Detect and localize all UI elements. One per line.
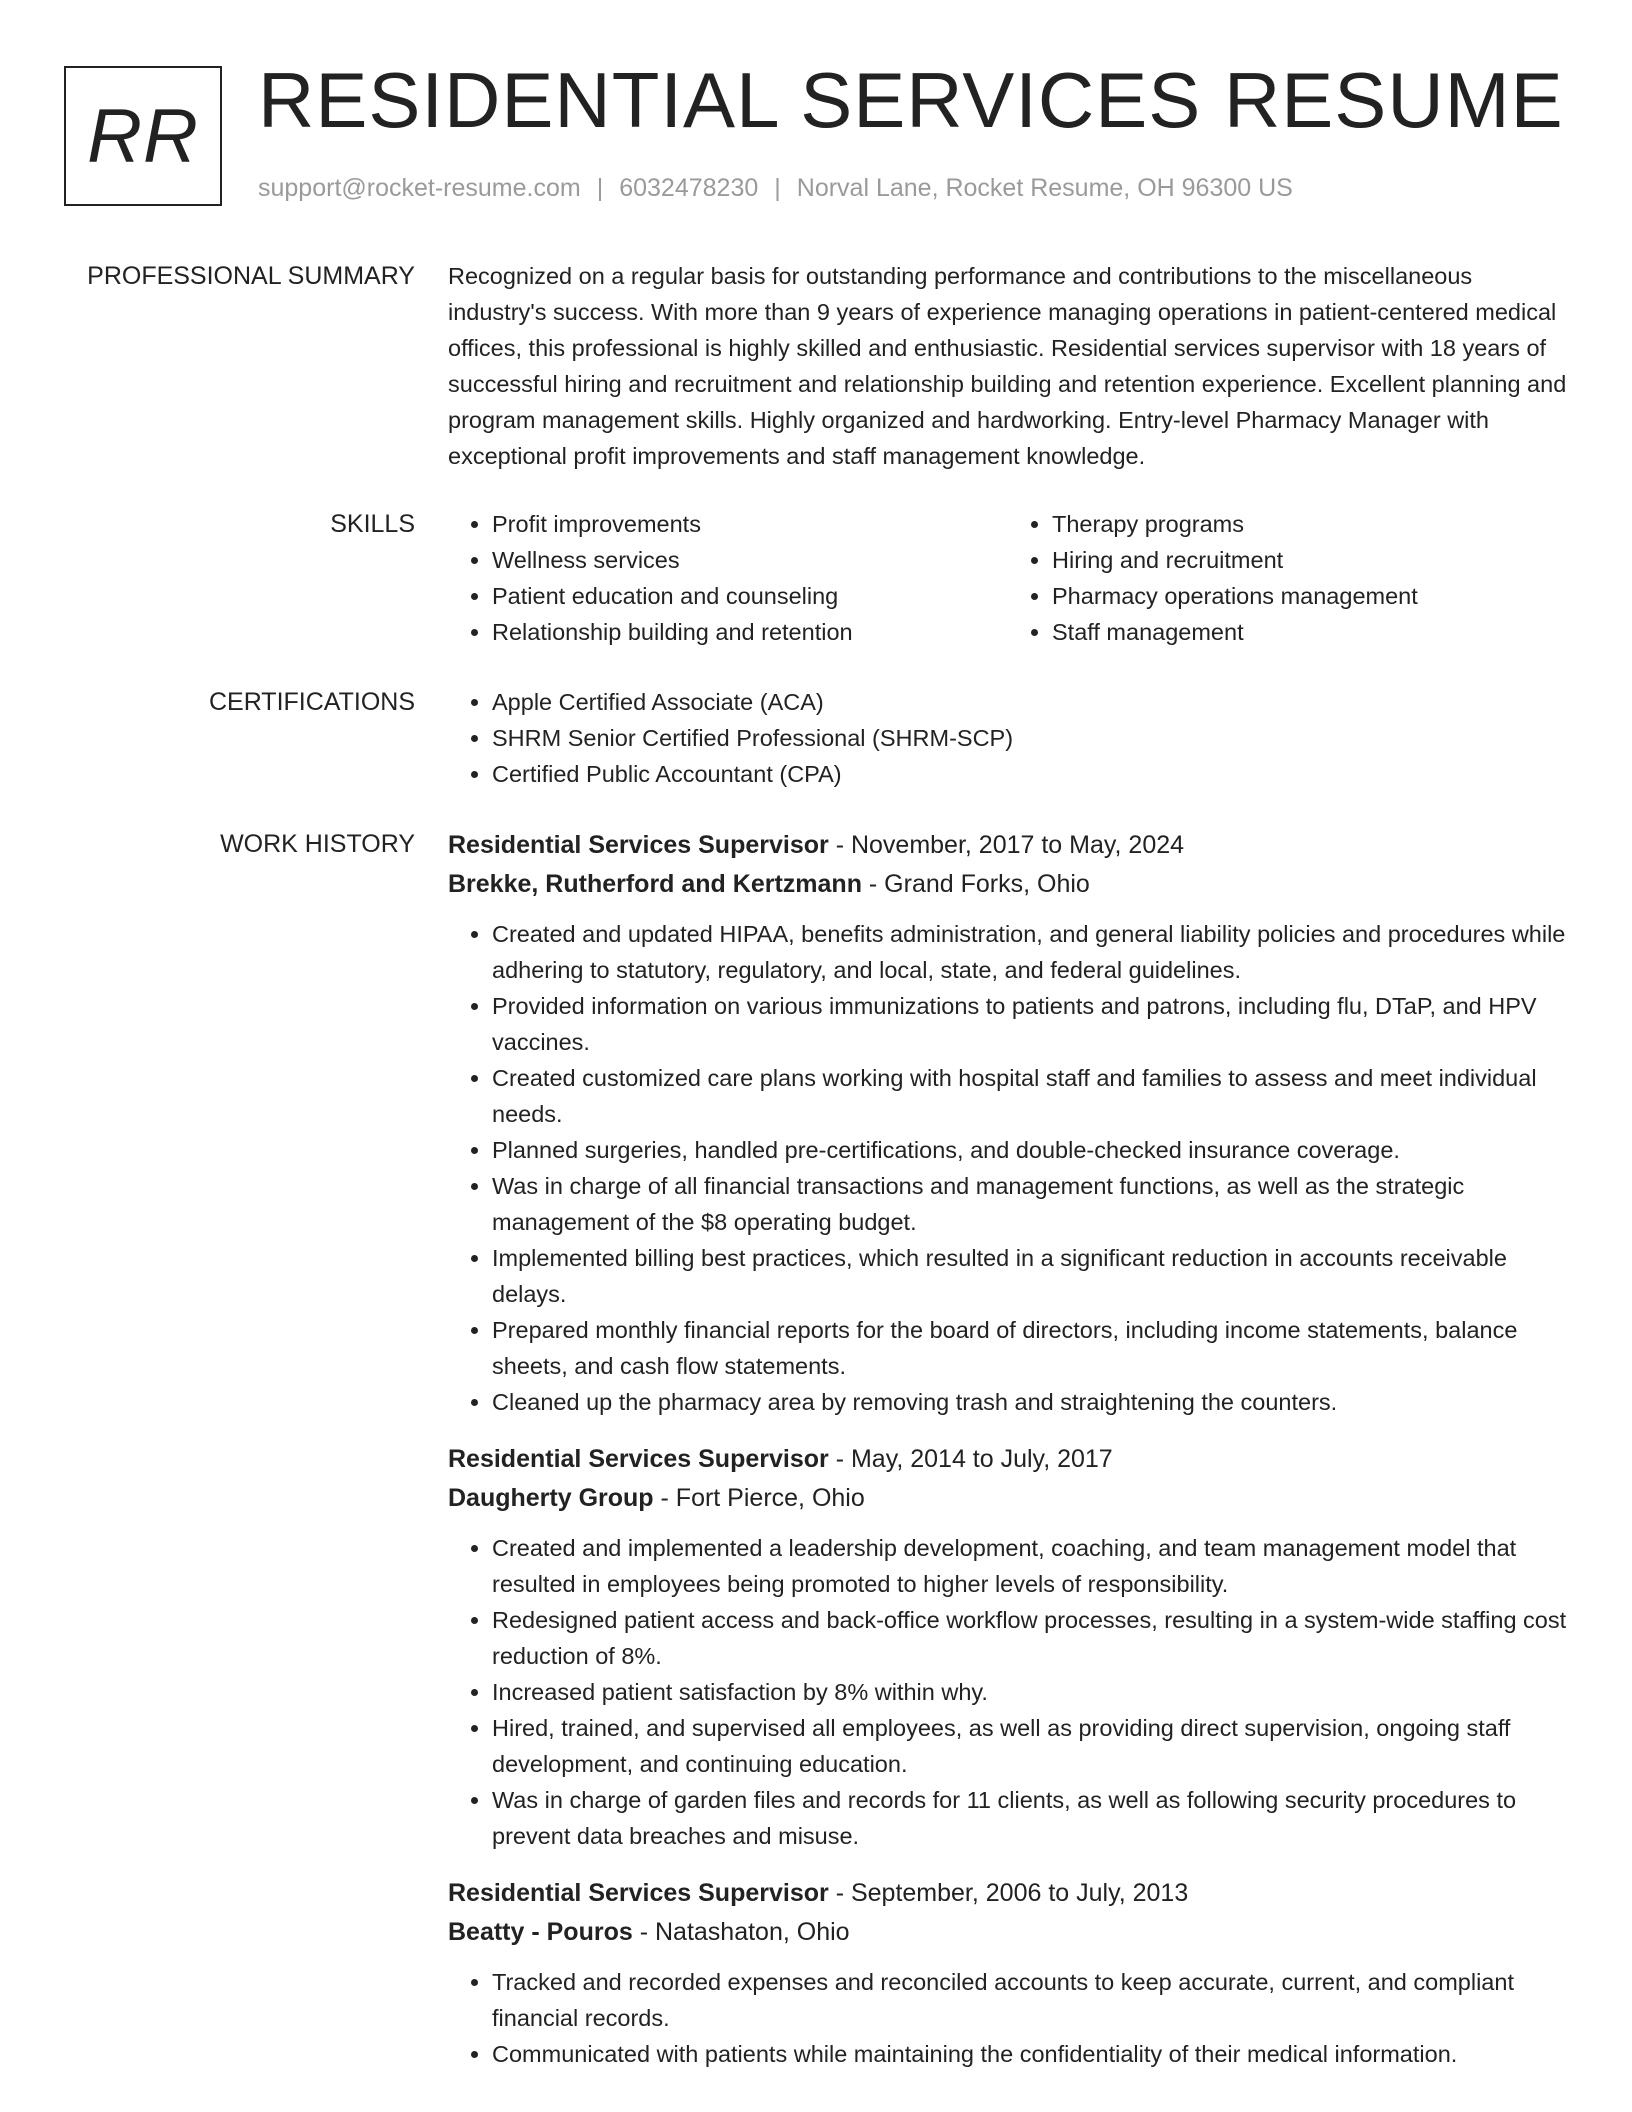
contact-separator: | [596, 174, 604, 202]
section-label-professional-summary: PROFESSIONAL SUMMARY [87, 262, 415, 290]
job-bullet: • Prepared monthly financial reports for the board of directors, including income statements, balance sheets, and cash flow statements. [492, 1312, 1568, 1384]
certification-item: • Certified Public Accountant (CPA) [492, 756, 1568, 792]
skills-body [448, 506, 1568, 650]
job-bullet: • Implemented billing best practices, which resulted in a significant reduction in accounts receivable delays. [492, 1240, 1568, 1312]
skills-list-left [448, 506, 1008, 650]
section-label-skills: SKILLS [330, 510, 415, 538]
job-bullet: • Created customized care plans working with hospital staff and families to assess and meet individual needs. [492, 1060, 1568, 1132]
job-company: Brekke, Rutherford and Kertzmann [448, 870, 862, 898]
resume-title: RESIDENTIAL SERVICES RESUME [258, 56, 1564, 144]
job-title: Residential Services Supervisor [448, 1445, 829, 1473]
job-bullets [448, 916, 1568, 1420]
certification-item: • SHRM Senior Certified Professional (SHRM-SCP) [492, 720, 1568, 756]
skill-item: • Patient education and counseling [492, 578, 1008, 614]
skill-item: • Therapy programs [1052, 506, 1568, 542]
job-bullets [448, 1530, 1568, 1854]
job-bullet: • Was in charge of garden files and records for 11 clients, as well as following security procedures to prevent data breaches and misuse. [492, 1782, 1568, 1854]
job-company-line [448, 1478, 1568, 1518]
job-bullet: • Increased patient satisfaction by 8% within why. [492, 1674, 1568, 1710]
job-bullet: • Was in charge of all financial transactions and management functions, as well as the strategic management of the $8 operating budget. [492, 1168, 1568, 1240]
skill-item: • Hiring and recruitment [1052, 542, 1568, 578]
job-title: Residential Services Supervisor [448, 1879, 829, 1907]
job-bullet: • Hired, trained, and supervised all employees, as well as providing direct supervision, ongoing staff development, and continuing education. [492, 1710, 1568, 1782]
job-bullet: • Communicated with patients while maintaining the confidentiality of their medical information. [492, 2036, 1568, 2072]
certifications-list [448, 684, 1568, 792]
contact-phone[interactable]: 6032478230 [619, 174, 759, 202]
contact-email[interactable]: support@rocket-resume.com [258, 174, 581, 202]
job-bullet: • Provided information on various immunizations to patients and patrons, including flu, DTaP, and HPV vaccines. [492, 988, 1568, 1060]
section-label-certifications: CERTIFICATIONS [208, 688, 415, 716]
contact-separator: | [774, 174, 781, 202]
work-history-body [448, 826, 1568, 2092]
job-dates: - September, 2006 to July, 2013 [828, 1879, 1189, 1907]
summary-text: Recognized on a regular basis for outstanding performance and contributions to the miscellaneous industry's success. With more than 9 years of experience managing operations in patient-centered medical offices, this professional is highly skilled and enthusiastic. Residential services supervisor with 18 years of successful hiring and recruitment and relationship building and retention experience. Excellent planning and program management skills. Highly organized and hardworking. Entry-level Pharmacy Manager with exceptional profit improvements and staff management knowledge. [448, 263, 1567, 469]
job-entry [448, 826, 1568, 1420]
skill-item: • Wellness services [492, 542, 1008, 578]
job-location: - Grand Forks, Ohio [861, 870, 1090, 898]
job-company-line [448, 1912, 1568, 1952]
skill-item: • Profit improvements [492, 506, 1008, 542]
job-bullet: • Planned surgeries, handled pre-certifications, and double-checked insurance coverage. [492, 1132, 1568, 1168]
job-entry [448, 1874, 1568, 2072]
section-label-work-history: WORK HISTORY [220, 830, 415, 858]
job-dates: - November, 2017 to May, 2024 [828, 831, 1185, 859]
job-title: Residential Services Supervisor [448, 831, 829, 859]
job-title-line [448, 826, 1568, 864]
job-company-line [448, 864, 1568, 904]
job-title-line [448, 1874, 1568, 1912]
job-bullet: • Created and implemented a leadership development, coaching, and team management model that resulted in employees being promoted to higher levels of responsibility. [492, 1530, 1568, 1602]
contact-address: Norval Lane, Rocket Resume, OH 96300 US [796, 174, 1293, 202]
certification-item: • Apple Certified Associate (ACA) [492, 684, 1568, 720]
job-entry [448, 1440, 1568, 1854]
monogram-logo: RR [64, 66, 222, 206]
job-bullet: • Tracked and recorded expenses and reconciled accounts to keep accurate, current, and compliant financial records. [492, 1964, 1568, 2036]
job-bullet: • Cleaned up the pharmacy area by removing trash and straightening the counters. [492, 1384, 1568, 1420]
skill-item: • Staff management [1052, 614, 1568, 650]
job-bullet: • Redesigned patient access and back-office workflow processes, resulting in a system-wide staffing cost reduction of 8%. [492, 1602, 1568, 1674]
job-company: Daugherty Group [448, 1484, 654, 1512]
job-location: - Natashaton, Ohio [632, 1918, 850, 1946]
skill-item: • Relationship building and retention [492, 614, 1008, 650]
skill-item: • Pharmacy operations management [1052, 578, 1568, 614]
job-bullets [448, 1964, 1568, 2072]
job-bullet: • Created and updated HIPAA, benefits administration, and general liability policies and procedures while adhering to statutory, regulatory, and local, state, and federal guidelines. [492, 916, 1568, 988]
job-company: Beatty - Pouros [448, 1918, 633, 1946]
job-location: - Fort Pierce, Ohio [653, 1484, 865, 1512]
job-title-line [448, 1440, 1568, 1478]
summary-body [448, 258, 1568, 474]
contact-line [258, 174, 1293, 203]
certifications-body [448, 684, 1568, 792]
job-dates: - May, 2014 to July, 2017 [828, 1445, 1113, 1473]
skills-list-right [1008, 506, 1568, 650]
